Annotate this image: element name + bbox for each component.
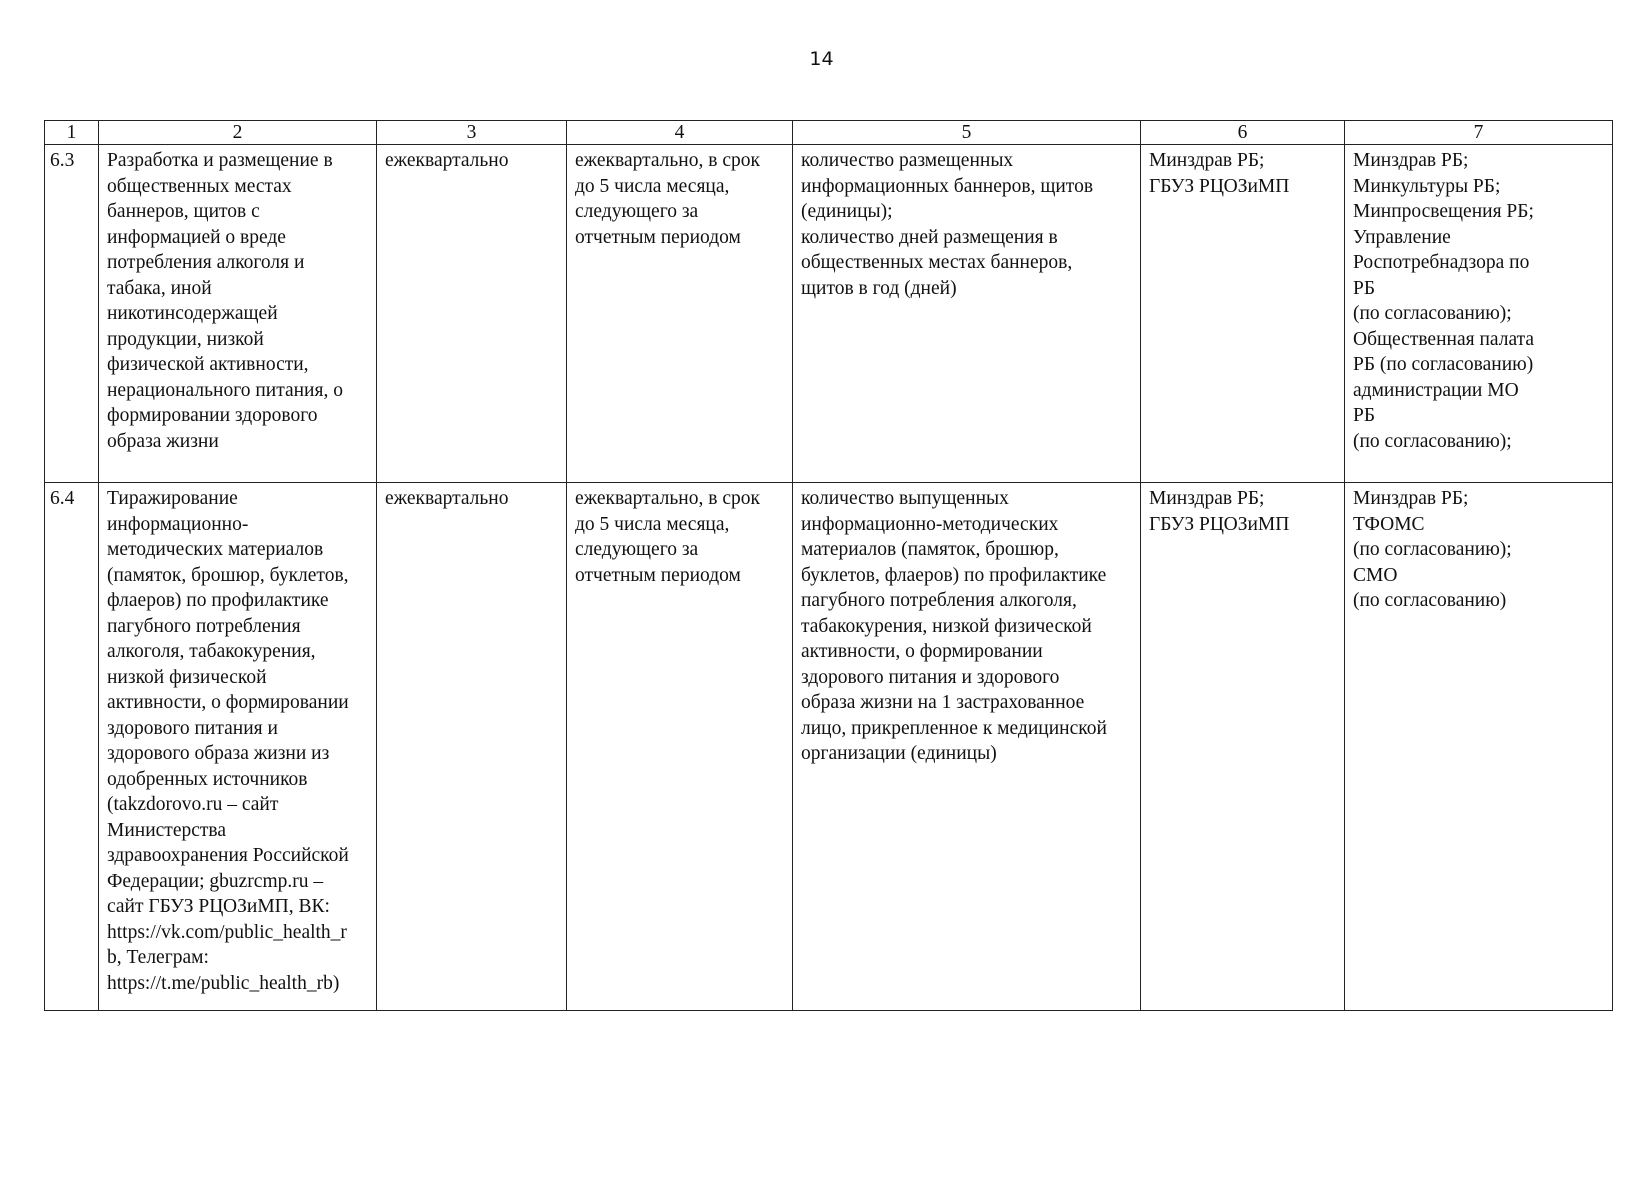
cell-line: РБ: [1353, 277, 1376, 299]
cell-line: (единицы);: [801, 201, 893, 222]
cell-line: информационно-методических: [801, 513, 1059, 535]
cell-line: ежеквартально, в срок: [575, 150, 760, 171]
cell-line: щитов в год (дней): [801, 277, 957, 299]
cell-line: табака, иной: [107, 277, 212, 299]
cell-line: Минздрав РБ;: [1353, 488, 1469, 509]
cell-line: Роспотребнадзора по: [1353, 252, 1530, 273]
cell-line: сайт ГБУЗ РЦОЗиМП, ВК:: [107, 896, 330, 917]
cell-line: пагубного потребления алкоголя,: [801, 590, 1077, 611]
cell-line: Федерации; gbuzrcmp.ru –: [107, 870, 324, 892]
cell-line: b, Телеграм:: [107, 947, 209, 968]
cell-line: ГБУЗ РЦОЗиМП: [1149, 175, 1290, 197]
cell-line: ежеквартально, в срок: [575, 488, 760, 509]
partners-cell: [1345, 145, 1613, 483]
cell-line: здорового образа жизни из: [107, 743, 330, 764]
cell-line: ежеквартально: [385, 488, 509, 509]
cell-line: физической активности,: [107, 354, 309, 375]
plan-table: [44, 120, 1613, 1011]
cell-line: следующего за: [575, 201, 699, 222]
cell-line: (takzdorovo.ru – сайт: [107, 794, 279, 815]
partners-cell: [1345, 483, 1613, 1011]
cell-line: здорового питания и здорового: [801, 666, 1060, 688]
cell-line: активности, о формировании: [107, 692, 349, 713]
column-header: 7: [1345, 121, 1613, 145]
cell-line: лицо, прикрепленное к медицинской: [801, 717, 1107, 739]
cell-line: (по согласованию): [1353, 590, 1507, 611]
activity-cell: [99, 145, 377, 483]
cell-line: баннеров, щитов с: [107, 201, 260, 222]
indicator-cell: [793, 483, 1141, 1011]
cell-line: отчетным периодом: [575, 226, 741, 248]
cell-line: РБ (по согласованию): [1353, 354, 1534, 375]
cell-line: образа жизни на 1 застрахованное: [801, 692, 1085, 713]
responsible-cell: [1141, 145, 1345, 483]
cell-line: СМО: [1353, 564, 1398, 586]
cell-line: материалов (памяток, брошюр,: [801, 539, 1059, 560]
cell-line: здравоохранения Российской: [107, 845, 349, 866]
cell-line: Министерства: [107, 819, 227, 841]
cell-line: информацией о вреде: [107, 226, 286, 248]
cell-line: буклетов, флаеров) по профилактике: [801, 564, 1107, 586]
cell-line: количество размещенных: [801, 150, 1014, 171]
indicator-cell: [793, 145, 1141, 483]
cell-line: (по согласованию);: [1353, 303, 1512, 324]
column-header: 4: [567, 121, 793, 145]
cell-line: до 5 числа месяца,: [575, 513, 730, 535]
cell-line: ГБУЗ РЦОЗиМП: [1149, 513, 1290, 535]
table-row: [45, 483, 1613, 1011]
column-header: 2: [99, 121, 377, 145]
cell-line: потребления алкоголя и: [107, 252, 305, 273]
reporting-cell: [567, 145, 793, 483]
cell-line: Разработка и размещение в: [107, 150, 333, 171]
table-row: [45, 145, 1613, 483]
cell-line: активности, о формировании: [801, 641, 1043, 662]
cell-line: Общественная палата: [1353, 328, 1535, 350]
cell-line: https://t.me/public_health_rb): [107, 972, 340, 994]
cell-line: низкой физической: [107, 666, 267, 688]
cell-line: Минкультуры РБ;: [1353, 175, 1501, 197]
cell-line: информационных баннеров, щитов: [801, 175, 1094, 197]
cell-line: Минпросвещения РБ;: [1353, 201, 1534, 222]
cell-line: Минздрав РБ;: [1353, 150, 1469, 171]
row-number: 6.4: [45, 483, 99, 1011]
cell-line: Минздрав РБ;: [1149, 150, 1265, 171]
activity-cell: [99, 483, 377, 1011]
cell-line: (памяток, брошюр, буклетов,: [107, 564, 349, 586]
column-header: 3: [377, 121, 567, 145]
column-header: 5: [793, 121, 1141, 145]
cell-line: флаеров) по профилактике: [107, 590, 329, 611]
cell-line: следующего за: [575, 539, 699, 560]
cell-line: ежеквартально: [385, 150, 509, 171]
reporting-cell: [567, 483, 793, 1011]
cell-line: Минздрав РБ;: [1149, 488, 1265, 509]
cell-line: общественных местах баннеров,: [801, 252, 1073, 273]
column-header: 1: [45, 121, 99, 145]
cell-line: информационно-: [107, 513, 249, 535]
cell-line: (по согласованию);: [1353, 539, 1512, 560]
cell-line: методических материалов: [107, 539, 324, 560]
header-row: [45, 121, 1613, 145]
cell-line: одобренных источников: [107, 768, 308, 790]
cell-line: (по согласованию);: [1353, 430, 1512, 452]
cell-line: здорового питания и: [107, 717, 278, 739]
responsible-cell: [1141, 483, 1345, 1011]
cell-line: Управление: [1353, 226, 1451, 248]
cell-line: организации (единицы): [801, 743, 997, 764]
cell-line: табакокурения, низкой физической: [801, 615, 1092, 637]
cell-line: отчетным периодом: [575, 564, 741, 586]
cell-line: количество дней размещения в: [801, 226, 1058, 248]
cell-line: образа жизни: [107, 430, 219, 452]
period-cell: [377, 145, 567, 483]
cell-line: ТФОМС: [1353, 513, 1425, 535]
cell-line: формировании здорового: [107, 405, 318, 426]
cell-line: Тиражирование: [107, 488, 238, 509]
cell-line: никотинсодержащей: [107, 303, 278, 324]
cell-line: нерационального питания, о: [107, 379, 343, 401]
cell-line: количество выпущенных: [801, 488, 1009, 509]
cell-line: пагубного потребления: [107, 615, 301, 637]
column-header: 6: [1141, 121, 1345, 145]
period-cell: [377, 483, 567, 1011]
cell-line: алкоголя, табакокурения,: [107, 641, 316, 662]
cell-line: до 5 числа месяца,: [575, 175, 730, 197]
cell-line: https://vk.com/public_health_r: [107, 921, 347, 943]
cell-line: администрации МО: [1353, 379, 1519, 401]
row-number: 6.3: [45, 145, 99, 483]
cell-line: РБ: [1353, 405, 1376, 426]
cell-line: общественных местах: [107, 175, 292, 197]
cell-line: продукции, низкой: [107, 328, 264, 350]
page-number: 14: [809, 48, 834, 70]
